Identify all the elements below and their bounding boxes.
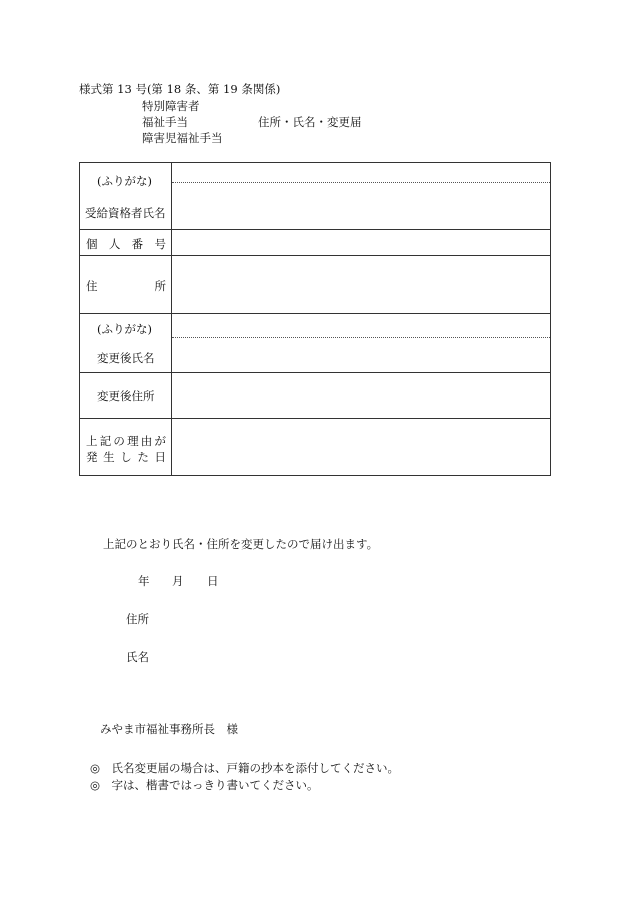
allowance-type-disabled-child: 障害児福祉手当 xyxy=(142,131,223,145)
new-name-row xyxy=(80,313,550,373)
reason-date-char: が xyxy=(154,434,166,448)
reason-date-char: 由 xyxy=(140,434,153,448)
new-address-label-cell xyxy=(80,373,172,419)
applicant-name-label: 氏名 xyxy=(126,650,149,664)
personal-number-label xyxy=(86,236,166,252)
new-name-field[interactable] xyxy=(173,338,550,373)
recipient-name-row xyxy=(80,163,550,229)
personal-number-field[interactable] xyxy=(173,230,550,256)
recipient-name-label-cell xyxy=(80,163,172,229)
form-title: 住所・氏名・変更届 xyxy=(258,115,362,129)
new-address-label: 変更後住所 xyxy=(97,389,155,403)
new-name-label-cell xyxy=(80,314,172,373)
reason-date-char: 上 xyxy=(86,434,98,448)
allowance-type-welfare: 福祉手当 xyxy=(142,115,188,129)
change-form-table xyxy=(79,162,551,476)
new-address-field[interactable] xyxy=(173,373,550,419)
personal-number-char: 個 xyxy=(86,237,98,251)
addressee: みやま市福祉事務所長 様 xyxy=(100,722,238,736)
form-number: 様式第 13 号(第 18 条、第 19 条関係) xyxy=(79,82,281,96)
recipient-name-label: 受給資格者氏名 xyxy=(85,206,166,220)
address-field[interactable] xyxy=(173,256,550,314)
recipient-name-field[interactable] xyxy=(173,183,550,229)
reason-date-char: 発 xyxy=(86,450,98,464)
new-address-row xyxy=(80,372,550,419)
reason-date-char: 生 xyxy=(103,450,115,464)
reason-date-field[interactable] xyxy=(173,419,550,475)
furigana-label: (ふりがな) xyxy=(97,174,152,188)
reason-date-char: 日 xyxy=(154,450,166,464)
personal-number-label-cell xyxy=(80,230,172,256)
address-char: 所 xyxy=(154,279,166,293)
furigana-label-2: (ふりがな) xyxy=(97,322,152,336)
reason-date-row xyxy=(80,418,550,475)
day-label: 日 xyxy=(207,574,219,588)
reason-date-char: の xyxy=(113,434,125,448)
personal-number-char: 号 xyxy=(154,237,166,251)
address-label xyxy=(86,278,166,294)
reason-date-char: し xyxy=(120,450,132,464)
address-row xyxy=(80,255,550,314)
address-label-cell xyxy=(80,256,172,314)
new-name-furigana-field[interactable] xyxy=(173,314,550,337)
allowance-type-special-disabled: 特別障害者 xyxy=(142,99,200,113)
personal-number-char: 番 xyxy=(131,237,144,251)
note-koseki-extract: ◎ 氏名変更届の場合は、戸籍の抄本を添付してください。 xyxy=(90,761,400,775)
year-label: 年 xyxy=(138,574,150,588)
personal-number-row xyxy=(80,229,550,256)
reason-date-label-line1 xyxy=(86,433,166,449)
month-label: 月 xyxy=(172,574,184,588)
recipient-furigana-field[interactable] xyxy=(173,163,550,182)
declaration-statement: 上記のとおり氏名・住所を変更したので届け出ます。 xyxy=(103,537,379,551)
reason-date-label-line2 xyxy=(86,449,166,465)
applicant-address-label: 住所 xyxy=(126,612,149,626)
reason-date-char: た xyxy=(137,450,149,464)
note-print-clearly: ◎ 字は、楷書ではっきり書いてください。 xyxy=(90,778,319,792)
reason-date-char: 記 xyxy=(99,434,112,448)
reason-date-label-cell xyxy=(80,419,172,475)
personal-number-char: 人 xyxy=(108,237,121,251)
reason-date-char: 理 xyxy=(127,434,139,448)
address-char: 住 xyxy=(86,279,98,293)
new-name-label: 変更後氏名 xyxy=(97,351,155,365)
